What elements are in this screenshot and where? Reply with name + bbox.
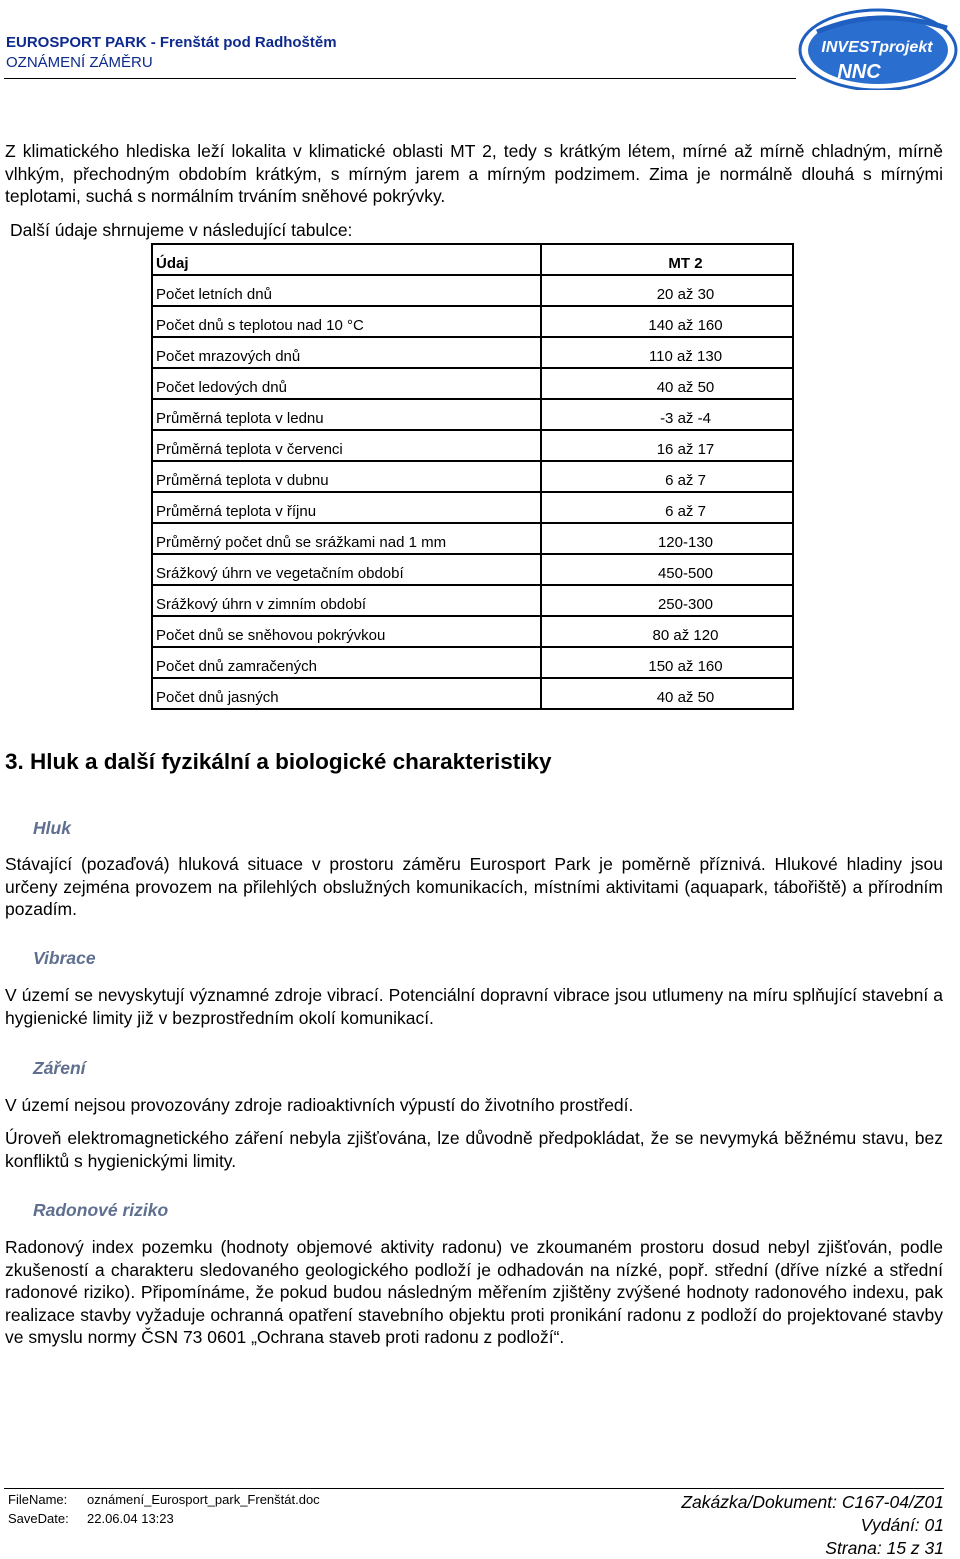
table-row [152, 368, 793, 399]
table-cell-parameter: Průměrný počet dnů se srážkami nad 1 mm [152, 523, 541, 554]
table-cell-parameter: Průměrná teplota v říjnu [152, 492, 541, 523]
radiation-paragraph-2: Úroveň elektromagnetického záření nebyla zjišťována, lze důvodně předpokládat, že se nevymyká běžnému stavu, bez konfliktů s hygienickými limity. [5, 1128, 943, 1171]
vibration-heading: Vibrace [33, 948, 96, 968]
table-header-row [152, 244, 793, 275]
document-order: Zakázka/Dokument: C167-04/Z01 [681, 1492, 944, 1512]
table-cell-value: 40 až 50 [541, 678, 793, 709]
table-cell-value: 80 až 120 [541, 616, 793, 647]
noise-paragraph: Stávající (pozaďová) hluková situace v prostoru záměru Eurosport Park je poměrně příznivá. Hlukové hladiny jsou určeny zejména provozem na přilehlých obslužných komunikacích, místními aktivitami (aquapark, tábořiště) a přírodním pozadím. [5, 854, 943, 919]
logo-text-nnc: NNC [837, 61, 881, 83]
table-cell-value: 16 až 17 [541, 430, 793, 461]
table-cell-value: -3 až -4 [541, 399, 793, 430]
table-cell-value: 250-300 [541, 585, 793, 616]
table-cell-value: 40 až 50 [541, 368, 793, 399]
table-cell-value: 140 až 160 [541, 306, 793, 337]
savedate-label: SaveDate: [8, 1511, 69, 1526]
table-row [152, 647, 793, 678]
table-cell-parameter: Počet letních dnů [152, 275, 541, 306]
table-cell-parameter: Srážkový úhrn v zimním období [152, 585, 541, 616]
table-cell-parameter: Srážkový úhrn ve vegetačním období [152, 554, 541, 585]
table-row [152, 678, 793, 709]
table-cell-parameter: Průměrná teplota v dubnu [152, 461, 541, 492]
table-row [152, 399, 793, 430]
table-row [152, 337, 793, 368]
filename-label: FileName: [8, 1492, 68, 1507]
table-cell-value: 150 až 160 [541, 647, 793, 678]
table-row [152, 492, 793, 523]
document-edition: Vydání: 01 [860, 1515, 944, 1535]
radiation-heading: Záření [33, 1058, 86, 1078]
radon-paragraph: Radonový index pozemku (hodnoty objemové aktivity radonu) ve zkoumaném prostoru dosud nebyl zjišťován, podle zkušeností a charakteru sledovaného geologického podloží je odhadován na nízké, popř. střední (dříve nízké a střední radonové riziko). Připomínáme, že pokud budou následným měřením zjištěny zvýšené hodnoty radonového indexu, pak realizace stavby vyžaduje ochranná opatření stavebního objektu proti pronikání radonu z podloží do projektované stavby ve smyslu normy ČSN 73 0601 „Ochrana staveb proti radonu z podloží“. [5, 1237, 943, 1347]
table-header-cell: MT 2 [541, 244, 793, 275]
table-cell-value: 20 až 30 [541, 275, 793, 306]
table-cell-parameter: Počet dnů jasných [152, 678, 541, 709]
table-cell-parameter: Průměrná teplota v červenci [152, 430, 541, 461]
header-divider [4, 78, 796, 79]
table-row [152, 461, 793, 492]
table-row [152, 616, 793, 647]
table-cell-parameter: Počet dnů se sněhovou pokrývkou [152, 616, 541, 647]
climate-paragraph: Z klimatického hlediska leží lokalita v klimatické oblasti MT 2, tedy s krátkým létem, mírné až mírně chladným, mírně vlhkým, přechodným obdobím krátkým, s mírným jarem a mírným podzimem. Zima je normálně dlouhá s mírnými teplotami, suchá s normálním trváním sněhové pokrývky. [5, 141, 943, 206]
vibration-paragraph: V území se nevyskytují významné zdroje vibrací. Potenciální dopravní vibrace jsou utlumeny na míru splňující stavební a hygienické limity již v bezprostředním okolí komunikací. [5, 985, 943, 1028]
table-cell-value: 110 až 130 [541, 337, 793, 368]
section-heading: 3. Hluk a další fyzikální a biologické charakteristiky [5, 749, 552, 774]
climate-table [151, 243, 794, 710]
table-cell-value: 450-500 [541, 554, 793, 585]
table-row [152, 554, 793, 585]
table-header-cell: Údaj [152, 244, 541, 275]
radiation-paragraph-1: V území nejsou provozovány zdroje radioaktivních výpustí do životního prostředí. [5, 1095, 634, 1115]
document-title: EUROSPORT PARK - Frenštát pod Radhoštěm [6, 34, 337, 51]
investprojekt-logo [797, 4, 959, 90]
filename-value: oznámení_Eurosport_park_Frenštát.doc [87, 1492, 320, 1507]
noise-heading: Hluk [33, 818, 71, 838]
table-cell-value: 6 až 7 [541, 461, 793, 492]
table-intro: Další údaje shrnujeme v následující tabulce: [10, 220, 353, 240]
table-row [152, 523, 793, 554]
radon-heading: Radonové riziko [33, 1200, 169, 1220]
logo-text-investprojekt: INVESTprojekt [821, 39, 933, 56]
table-cell-parameter: Počet ledových dnů [152, 368, 541, 399]
table-cell-parameter: Průměrná teplota v lednu [152, 399, 541, 430]
table-row [152, 275, 793, 306]
table-cell-value: 120-130 [541, 523, 793, 554]
table-row [152, 430, 793, 461]
page-number: Strana: 15 z 31 [825, 1538, 944, 1558]
footer-divider [4, 1488, 944, 1489]
table-row [152, 306, 793, 337]
table-row [152, 585, 793, 616]
table-cell-parameter: Počet dnů s teplotou nad 10 °C [152, 306, 541, 337]
savedate-value: 22.06.04 13:23 [87, 1511, 174, 1526]
table-cell-parameter: Počet mrazových dnů [152, 337, 541, 368]
table-cell-parameter: Počet dnů zamračených [152, 647, 541, 678]
document-subtitle: OZNÁMENÍ ZÁMĚRU [6, 54, 153, 71]
table-cell-value: 6 až 7 [541, 492, 793, 523]
